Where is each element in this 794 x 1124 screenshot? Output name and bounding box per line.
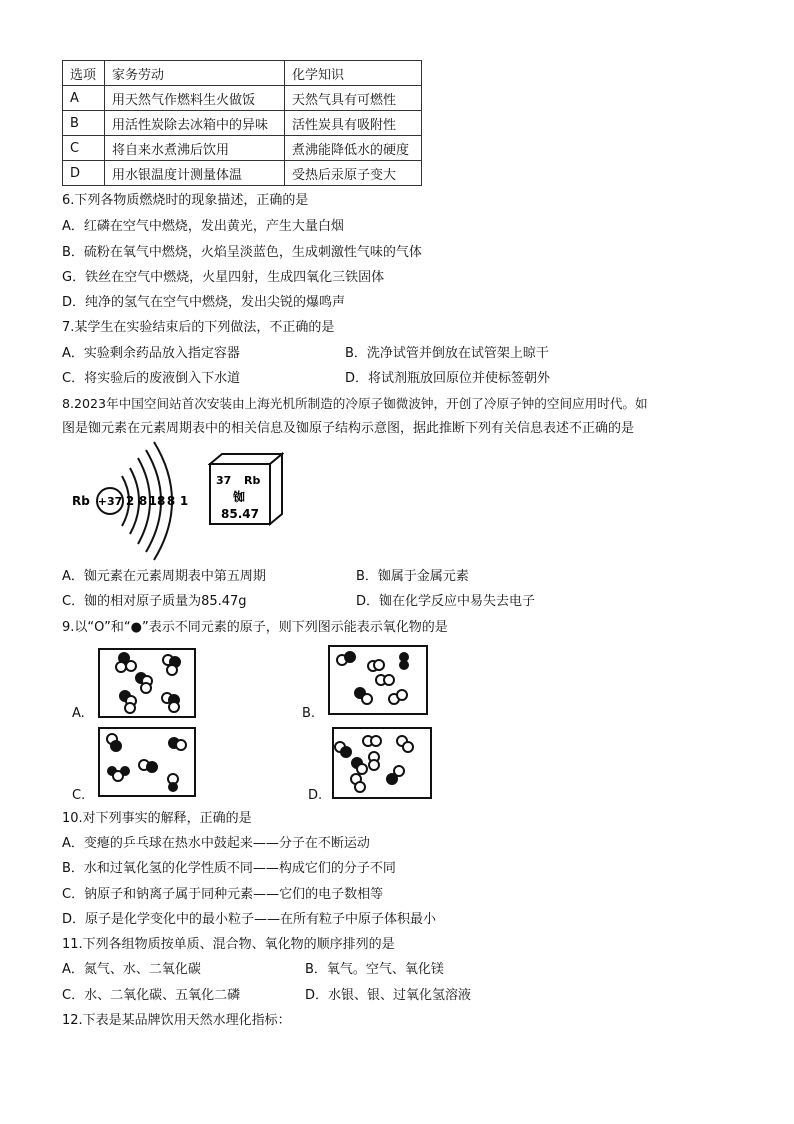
q12-stem: 12.下表是某品牌饮用天然水理化指标： [62, 1013, 291, 1028]
table-row [63, 136, 422, 161]
q7-option-c: C．将实验后的废液倒入下水道 [62, 371, 241, 386]
q5-header-cell: 选项 [63, 61, 105, 86]
q5-header-row [63, 61, 422, 86]
q9-diagram-a [98, 648, 196, 718]
table-row [63, 161, 422, 186]
table-row [63, 86, 422, 111]
q5-header-cell: 家务劳动 [105, 61, 285, 86]
shell-electron-count: 18 [148, 494, 166, 508]
q5-cell: 用活性炭除去冰箱中的异味 [105, 111, 285, 136]
q5-cell: C [63, 136, 105, 161]
q9-label-a: A. [72, 706, 85, 721]
q10-option-b: B．水和过氧化氢的化学性质不同——构成它们的分子不同 [62, 861, 396, 876]
nucleus-charge: +37 [97, 495, 123, 508]
q9-stem: 9.以“O”和“●”表示不同元素的原子，则下列图示能表示氧化物的是 [62, 620, 448, 635]
q6-option-d: D．纯净的氢气在空气中燃烧，发出尖锐的爆鸣声 [62, 295, 346, 310]
q6-option-c: G．铁丝在空气中燃烧，火星四射，生成四氧化三铁固体 [62, 270, 385, 285]
q5-cell: 受热后汞原子变大 [285, 161, 422, 186]
q11-option-d: D．水银、银、过氧化氢溶液 [305, 988, 472, 1003]
q8-stem-line2: 图是铷元素在元素周期表中的相关信息及铷原子结构示意图，据此推断下列有关信息表述不正确的是 [62, 421, 635, 436]
tile-element-name: 铷 [232, 490, 246, 504]
q5-cell: 将自来水煮沸后饮用 [105, 136, 285, 161]
q9-diagram-d [332, 727, 432, 799]
rb-atom-structure-diagram [64, 438, 204, 564]
q11-option-a: A．氮气、水、二氧化碳 [62, 962, 201, 977]
shell-electron-count: 8 [138, 494, 148, 508]
q8-stem-line1: 8.2023年中国空间站首次安装由上海光机所制造的冷原子铷微波钟，开创了冷原子钟的空间应用时代。如 [62, 396, 648, 411]
q9-diagram-c [98, 727, 196, 797]
q8-option-c: C．铷的相对原子质量为85.47g [62, 594, 247, 609]
q5-header-cell: 化学知识 [285, 61, 422, 86]
q10-option-d: D．原子是化学变化中的最小粒子——在所有粒子中原子体积最小 [62, 912, 437, 927]
q5-cell: 活性炭具有吸附性 [285, 111, 422, 136]
shell-electron-count: 1 [179, 494, 189, 508]
q9-label-b: B. [302, 706, 316, 721]
q6-stem: 6.下列各物质燃烧时的现象描述，正确的是 [62, 193, 309, 208]
tile-atomic-number: 37 [216, 474, 232, 487]
q7-option-d: D．将试剂瓶放回原位并使标签朝外 [345, 371, 551, 386]
tile-symbol: Rb [244, 474, 261, 487]
q5-cell: B [63, 111, 105, 136]
q9-label-c: C. [72, 788, 86, 803]
q9-diagram-b [328, 645, 428, 715]
q5-table [62, 60, 422, 186]
q8-option-d: D．铷在化学反应中易失去电子 [356, 594, 536, 609]
q10-stem: 10.对下列事实的解释，正确的是 [62, 811, 252, 826]
shell-electron-count: 2 [125, 494, 135, 508]
atom-symbol: Rb [72, 494, 90, 508]
q6-option-b: B．硫粉在氧气中燃烧，火焰呈淡蓝色，生成刺激性气味的气体 [62, 245, 422, 260]
q7-stem: 7.某学生在实验结束后的下列做法，不正确的是 [62, 320, 335, 335]
q5-cell: 煮沸能降低水的硬度 [285, 136, 422, 161]
tile-atomic-mass: 85.47 [221, 507, 259, 521]
q10-option-a: A．变瘪的乒乓球在热水中鼓起来——分子在不断运动 [62, 836, 370, 851]
q11-stem: 11.下列各组物质按单质、混合物、氧化物的顺序排列的是 [62, 937, 395, 952]
q5-cell: D [63, 161, 105, 186]
table-row [63, 111, 422, 136]
q11-option-b: B．氧气。空气、氧化镁 [305, 962, 444, 977]
q9-label-d: D. [308, 788, 323, 803]
q7-option-b: B．洗净试管并倒放在试管架上晾干 [345, 346, 549, 361]
q11-option-c: C．水、二氧化碳、五氧化二磷 [62, 988, 241, 1003]
q5-cell: 用水银温度计测量体温 [105, 161, 285, 186]
shell-electron-count: 8 [166, 494, 176, 508]
q10-option-c: C．钠原子和钠离子属于同种元素——它们的电子数相等 [62, 887, 384, 902]
q5-cell: 用天然气作燃料生火做饭 [105, 86, 285, 111]
q8-option-b: B．铷属于金属元素 [356, 569, 469, 584]
rb-element-tile [208, 452, 284, 528]
q5-cell: A [63, 86, 105, 111]
q6-option-a: A．红磷在空气中燃烧，发出黄光，产生大量白烟 [62, 219, 344, 234]
q7-option-a: A．实验剩余药品放入指定容器 [62, 346, 240, 361]
q8-option-a: A．铷元素在元素周期表中第五周期 [62, 569, 266, 584]
q5-cell: 天然气具有可燃性 [285, 86, 422, 111]
